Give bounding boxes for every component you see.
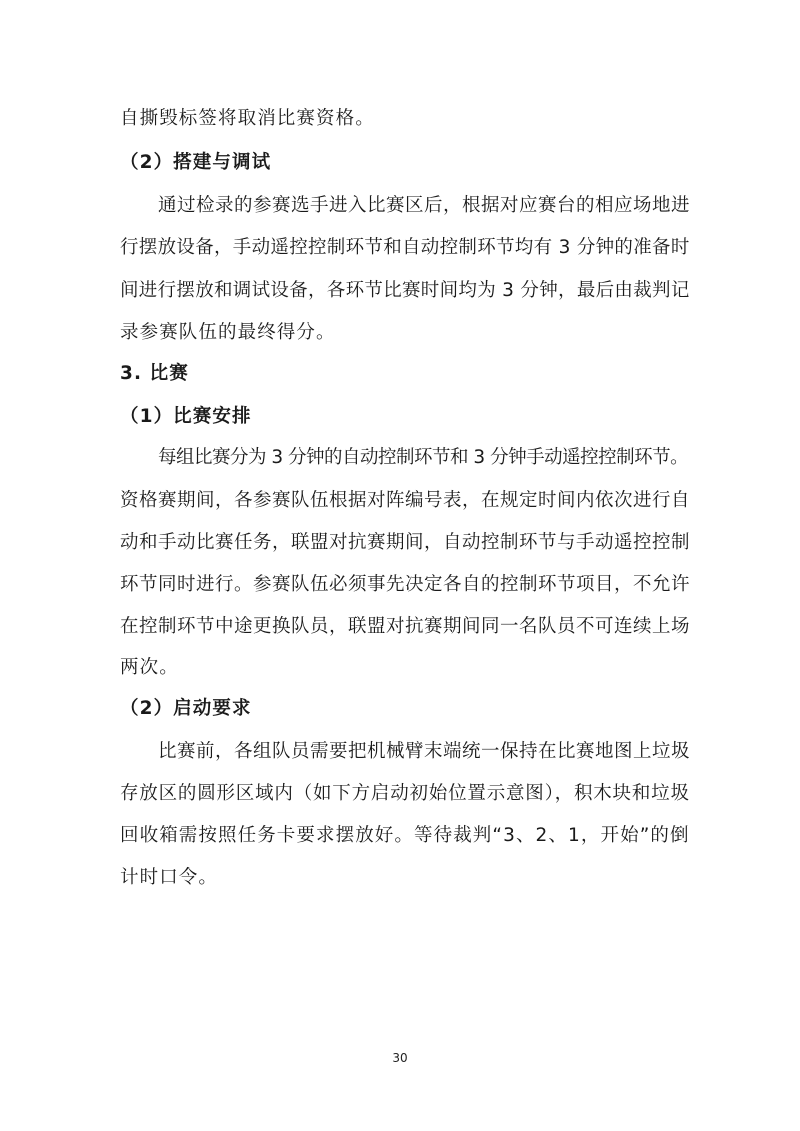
paragraph-line: 资格赛期间，各参赛队伍根据对阵编号表，在规定时间内依次进行自 <box>120 490 691 511</box>
paragraph-line: 动和手动比赛任务，联盟对抗赛期间，自动控制环节与手动遥控控制 <box>120 532 691 553</box>
paragraph-line: 每组比赛分为 3 分钟的自动控制环节和 3 分钟手动遥控控制环节。 <box>158 447 689 468</box>
paragraph-line: 计时口令。 <box>120 867 219 888</box>
page-number: 30 <box>392 1051 408 1065</box>
section-heading-schedule: （1）比赛安排 <box>120 406 252 427</box>
section-heading-start-requirements: （2）启动要求 <box>120 698 252 719</box>
paragraph-line: 自撕毁标签将取消比赛资格。 <box>120 108 375 129</box>
paragraph-line: 比赛前，各组队员需要把机械臂末端统一保持在比赛地图上垃圾 <box>158 741 691 762</box>
paragraph-line: 行摆放设备，手动遥控控制环节和自动控制环节均有 3 分钟的准备时 <box>120 237 690 258</box>
section-heading-build-debug: （2）搭建与调试 <box>120 152 272 173</box>
paragraph-line: 在控制环节中途更换队员，联盟对抗赛期间同一名队员不可连续上场 <box>120 616 691 637</box>
paragraph-line: 通过检录的参赛选手进入比赛区后，根据对应赛台的相应场地进 <box>158 195 691 216</box>
paragraph-line: 间进行摆放和调试设备，各环节比赛时间均为 3 分钟，最后由裁判记 <box>120 280 690 301</box>
paragraph-line: 环节同时进行。参赛队伍必须事先决定各自的控制环节项目，不允许 <box>120 574 691 595</box>
paragraph-line: 回收箱需按照任务卡要求摆放好。等待裁判“3、2、1，开始”的倒 <box>120 825 690 846</box>
section-heading-competition: 3. 比赛 <box>120 363 189 384</box>
paragraph-line: 录参赛队伍的最终得分。 <box>120 322 336 343</box>
paragraph-line: 两次。 <box>120 657 179 678</box>
paragraph-line: 存放区的圆形区域内（如下方启动初始位置示意图），积木块和垃圾 <box>120 783 690 804</box>
